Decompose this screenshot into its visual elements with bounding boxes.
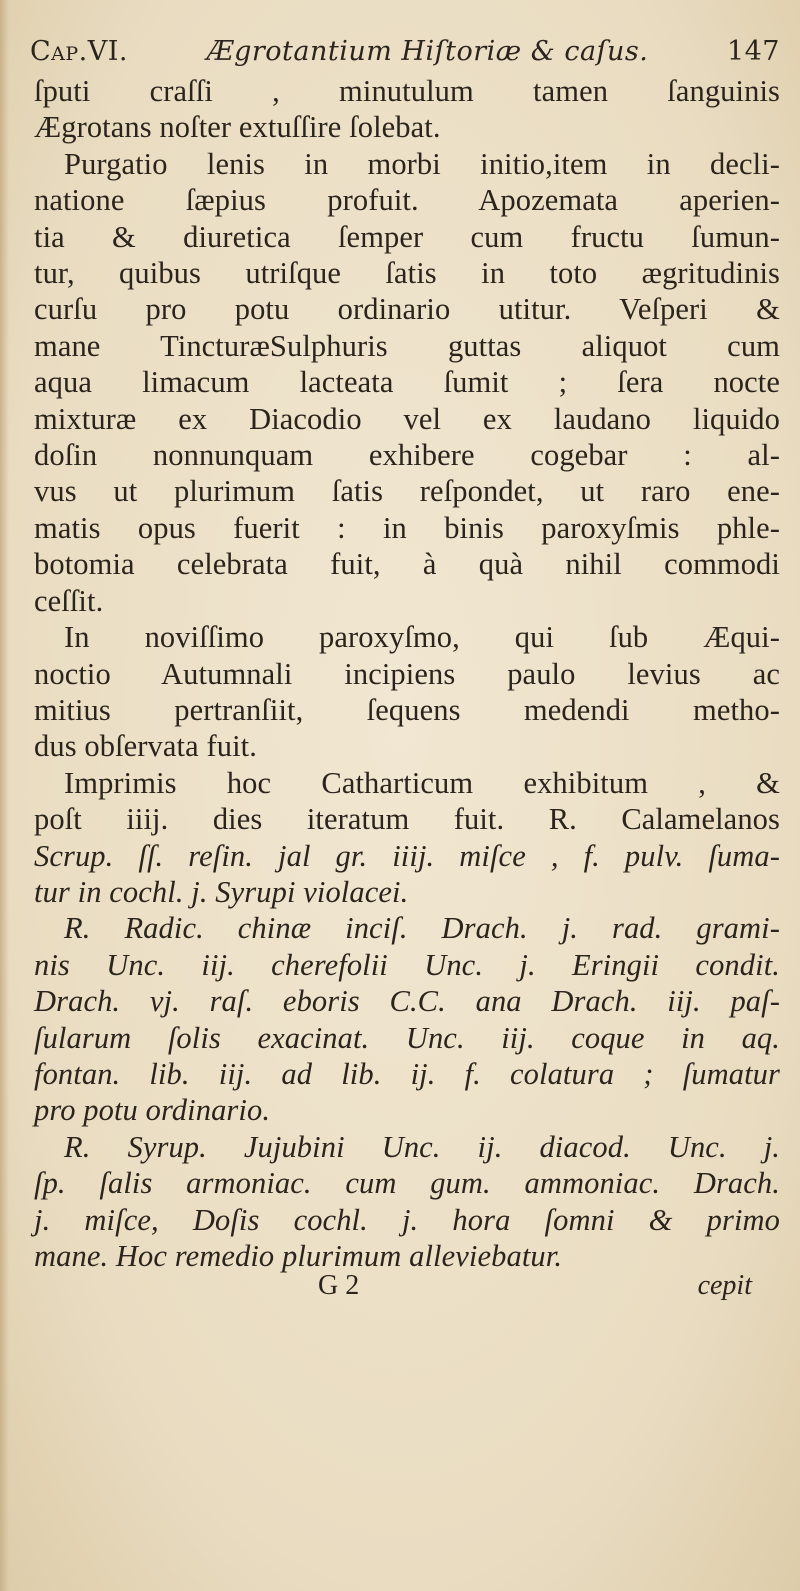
signature-mark: G 2	[318, 1270, 360, 1302]
text-line: Ægrotans noſter extuſſire ſolebat.	[34, 110, 441, 145]
recipe-1	[18, 910, 780, 1128]
text-line: doſin nonnunquam exhibere cogebar : al-	[34, 438, 780, 473]
text-line: Drach. vj. raſ. eboris C.C. ana Drach. iij. paſ-	[34, 984, 780, 1019]
text-line: fontan. lib. iij. ad lib. ij. f. colatura ; ſumatur	[34, 1056, 780, 1091]
text-line: Purgatio lenis in morbi initio,item in decli-	[64, 146, 780, 181]
text-line: R. Radic. chinæ inciſ. Drach. j. rad. grami-	[64, 911, 780, 946]
text-line: mane. Hoc remedio plurimum alleviebatur.	[34, 1239, 563, 1273]
paragraph-4	[18, 765, 780, 911]
text-line: nis Unc. iij. cherefolii Unc. j. Eringii condit.	[34, 947, 780, 982]
recipe-2	[18, 1129, 780, 1275]
text-line: Scrup. ſſ. reſin. jal gr. iiij. miſce , f. pulv. ſuma-	[34, 838, 780, 873]
text-line: ceſſit.	[34, 583, 104, 618]
chapter-label: Cap.VI.	[30, 36, 128, 67]
text-line: vus ut plurimum ſatis reſpondet, ut raro ene-	[34, 474, 780, 509]
text-line: curſu pro potu ordinario utitur. Veſperi &	[34, 292, 780, 327]
text-line: botomia celebrata fuit, à quà nihil commodi	[34, 547, 780, 582]
text-line: tia & diuretica ſemper cum fructu ſumun-	[34, 219, 780, 254]
page-gutter	[0, 0, 9, 1591]
catchword: cepit	[697, 1270, 752, 1302]
paragraph-1	[18, 73, 780, 146]
text-line: noctio Autumnali incipiens paulo levius ac	[34, 656, 780, 691]
text-line: mitius pertranſiit, ſequens medendi metho-	[34, 692, 780, 727]
text-line: ſularum ſolis exacinat. Unc. iij. coque in aq.	[34, 1020, 780, 1055]
text-line: Imprimis hoc Catharticum exhibitum , &	[64, 765, 780, 800]
text-line: dus obſervata fuit.	[34, 729, 257, 764]
text-line: poſt iiij. dies iteratum fuit. R. Calamelanos	[34, 802, 780, 837]
page-footer	[18, 1270, 780, 1302]
text-line: j. miſce, Doſis cochl. j. hora ſomni & primo	[34, 1202, 780, 1237]
text-line: ſp. ſalis armoniac. cum gum. ammoniac. Drach.	[34, 1166, 780, 1201]
paragraph-2	[18, 146, 780, 619]
text-line: aqua limacum lacteata ſumit ; ſera nocte	[34, 365, 780, 400]
text-line: In noviſſimo paroxyſmo, qui ſub Æqui-	[64, 620, 780, 655]
text-line: tur, quibus utriſque ſatis in toto ægritudinis	[34, 256, 780, 291]
page-number: 147	[726, 36, 780, 67]
text-line: natione ſæpius profuit. Apozemata aperien-	[34, 183, 780, 218]
text-line: tur in cochl. j. Syrupi violacei.	[34, 874, 409, 909]
text-line: pro potu ordinario.	[34, 1093, 271, 1128]
text-line: matis opus fuerit : in binis paroxyſmis phle-	[34, 510, 780, 545]
running-title: Ægrotantium Hiſtoriæ & caſus.	[206, 36, 649, 67]
running-header	[18, 36, 780, 67]
text-line: mane TincturæSulphuris guttas aliquot cum	[34, 328, 780, 363]
paragraph-3	[18, 619, 780, 765]
text-line: R. Syrup. Jujubini Unc. ij. diacod. Unc. j.	[64, 1129, 780, 1164]
text-line: ſputi craſſi , minutulum tamen ſanguinis	[34, 74, 780, 108]
text-line: mixturæ ex Diacodio vel ex laudano liquido	[34, 401, 780, 436]
